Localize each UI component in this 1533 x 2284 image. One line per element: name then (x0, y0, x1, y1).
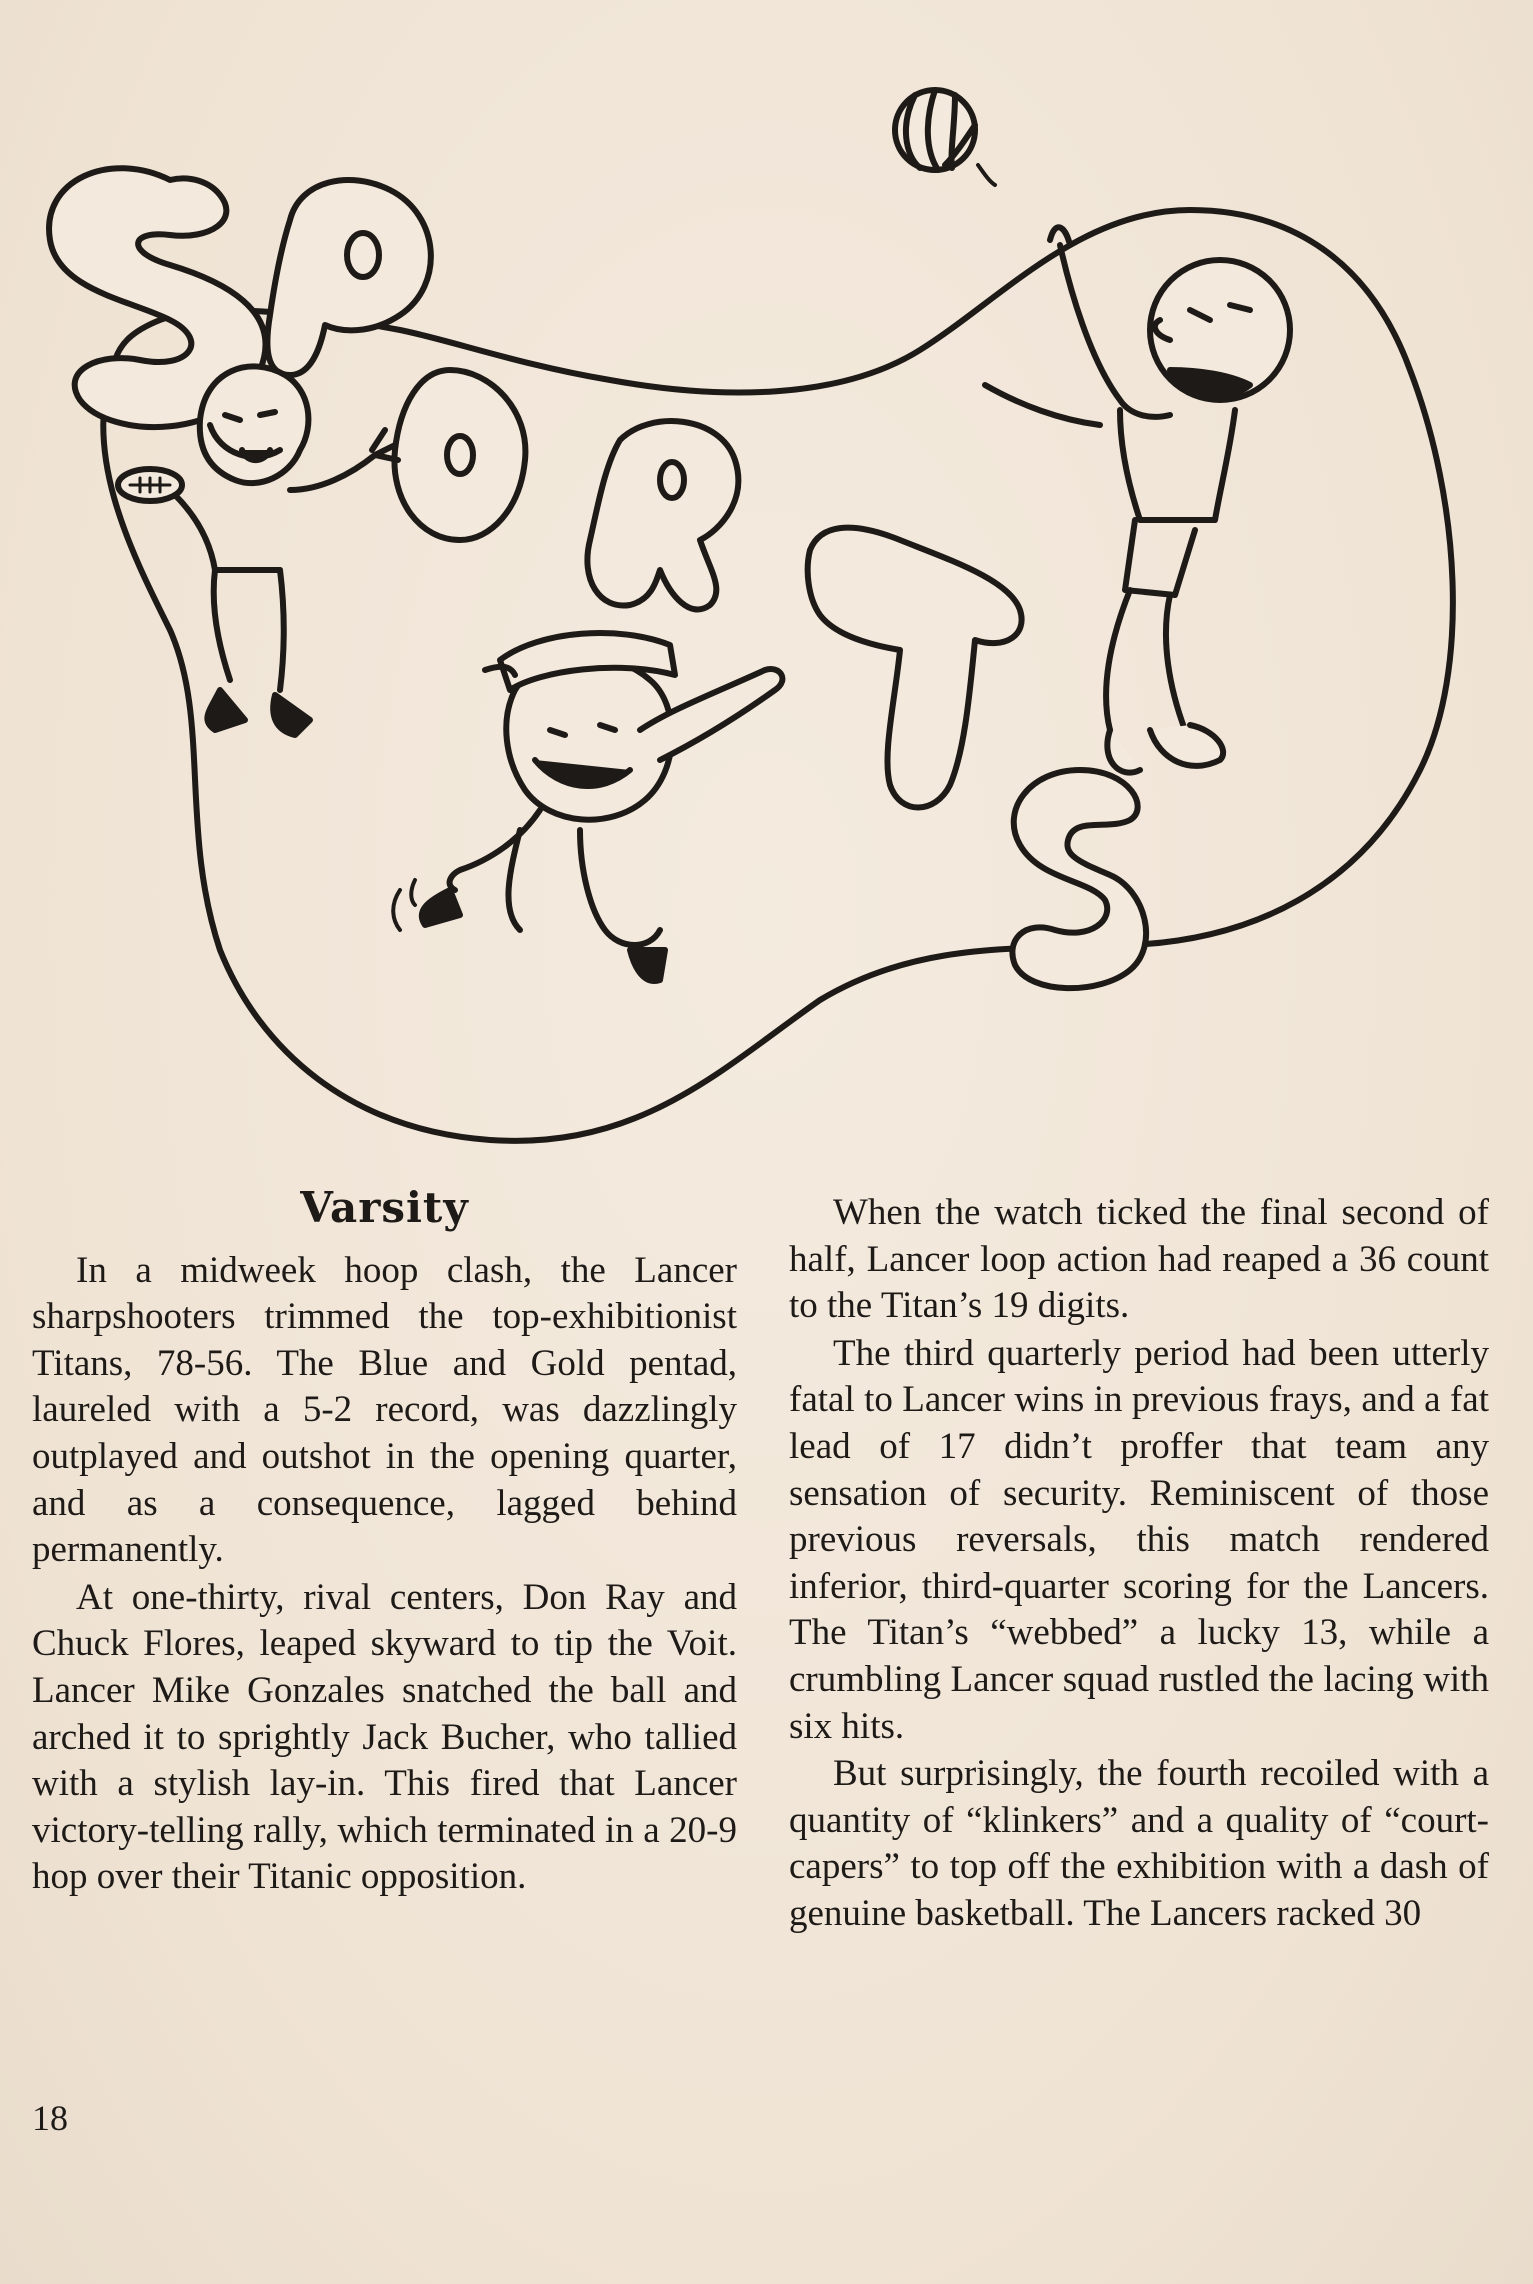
paragraph: When the watch ticked the final second of half, Lancer loop action had reaped a 36 count to the Titan’s 19 digits. (789, 1192, 1489, 1327)
basketball-player (985, 227, 1290, 772)
baseball-player (393, 633, 782, 981)
letter-o (394, 370, 525, 540)
letter-p (267, 180, 430, 375)
letter-s-bottom (1012, 770, 1146, 988)
basketball-ball (895, 90, 995, 185)
paragraph: At one-thirty, rival centers, Don Ray and Chuck Flores, leaped skyward to tip the Voit. Lancer Mike Gonzales snatched the ball and arched it to sprightly Jack Bucher, who tallied with a stylish lay-in. This fired that Lancer victory-telling rally, which terminated in a 20-9 hop over their Titanic opposition. (32, 1576, 737, 1898)
right-column (789, 1190, 1489, 1939)
paragraph: The third quarterly period had been utterly fatal to Lancer wins in previous frays, and a fat lead of 17 didn’t proffer that team any sensation of security. Reminiscent of those previous reversals, this match rendered inferior, third-quarter scoring for the Lancers. The Titan’s “webbed” a lucky 13, while a crumbling Lancer squad rustled the lacing with six hits. (789, 1332, 1489, 1747)
page-number: 18 (32, 2098, 68, 2138)
paragraph: In a midweek hoop clash, the Lancer sharpshooters trimmed the top-exhibitionist Titans, 78-56. The Blue and Gold pentad, laureled with a 5-2 record, was dazzlingly outplayed and outshot in the opening quarter, and as a consequence, lagged behind permanently. (32, 1249, 737, 1571)
letter-r (587, 421, 738, 609)
left-column (32, 1185, 737, 1902)
paragraph: But surprisingly, the fourth recoiled with a quantity of “klinkers” and a quality of “court-capers” to top off the exhibition with a dash of genuine basketball. The Lancers racked 30 (789, 1753, 1489, 1934)
sports-illustration (20, 70, 1500, 1180)
letter-t (808, 528, 1022, 808)
section-heading: Varsity (300, 1183, 469, 1232)
